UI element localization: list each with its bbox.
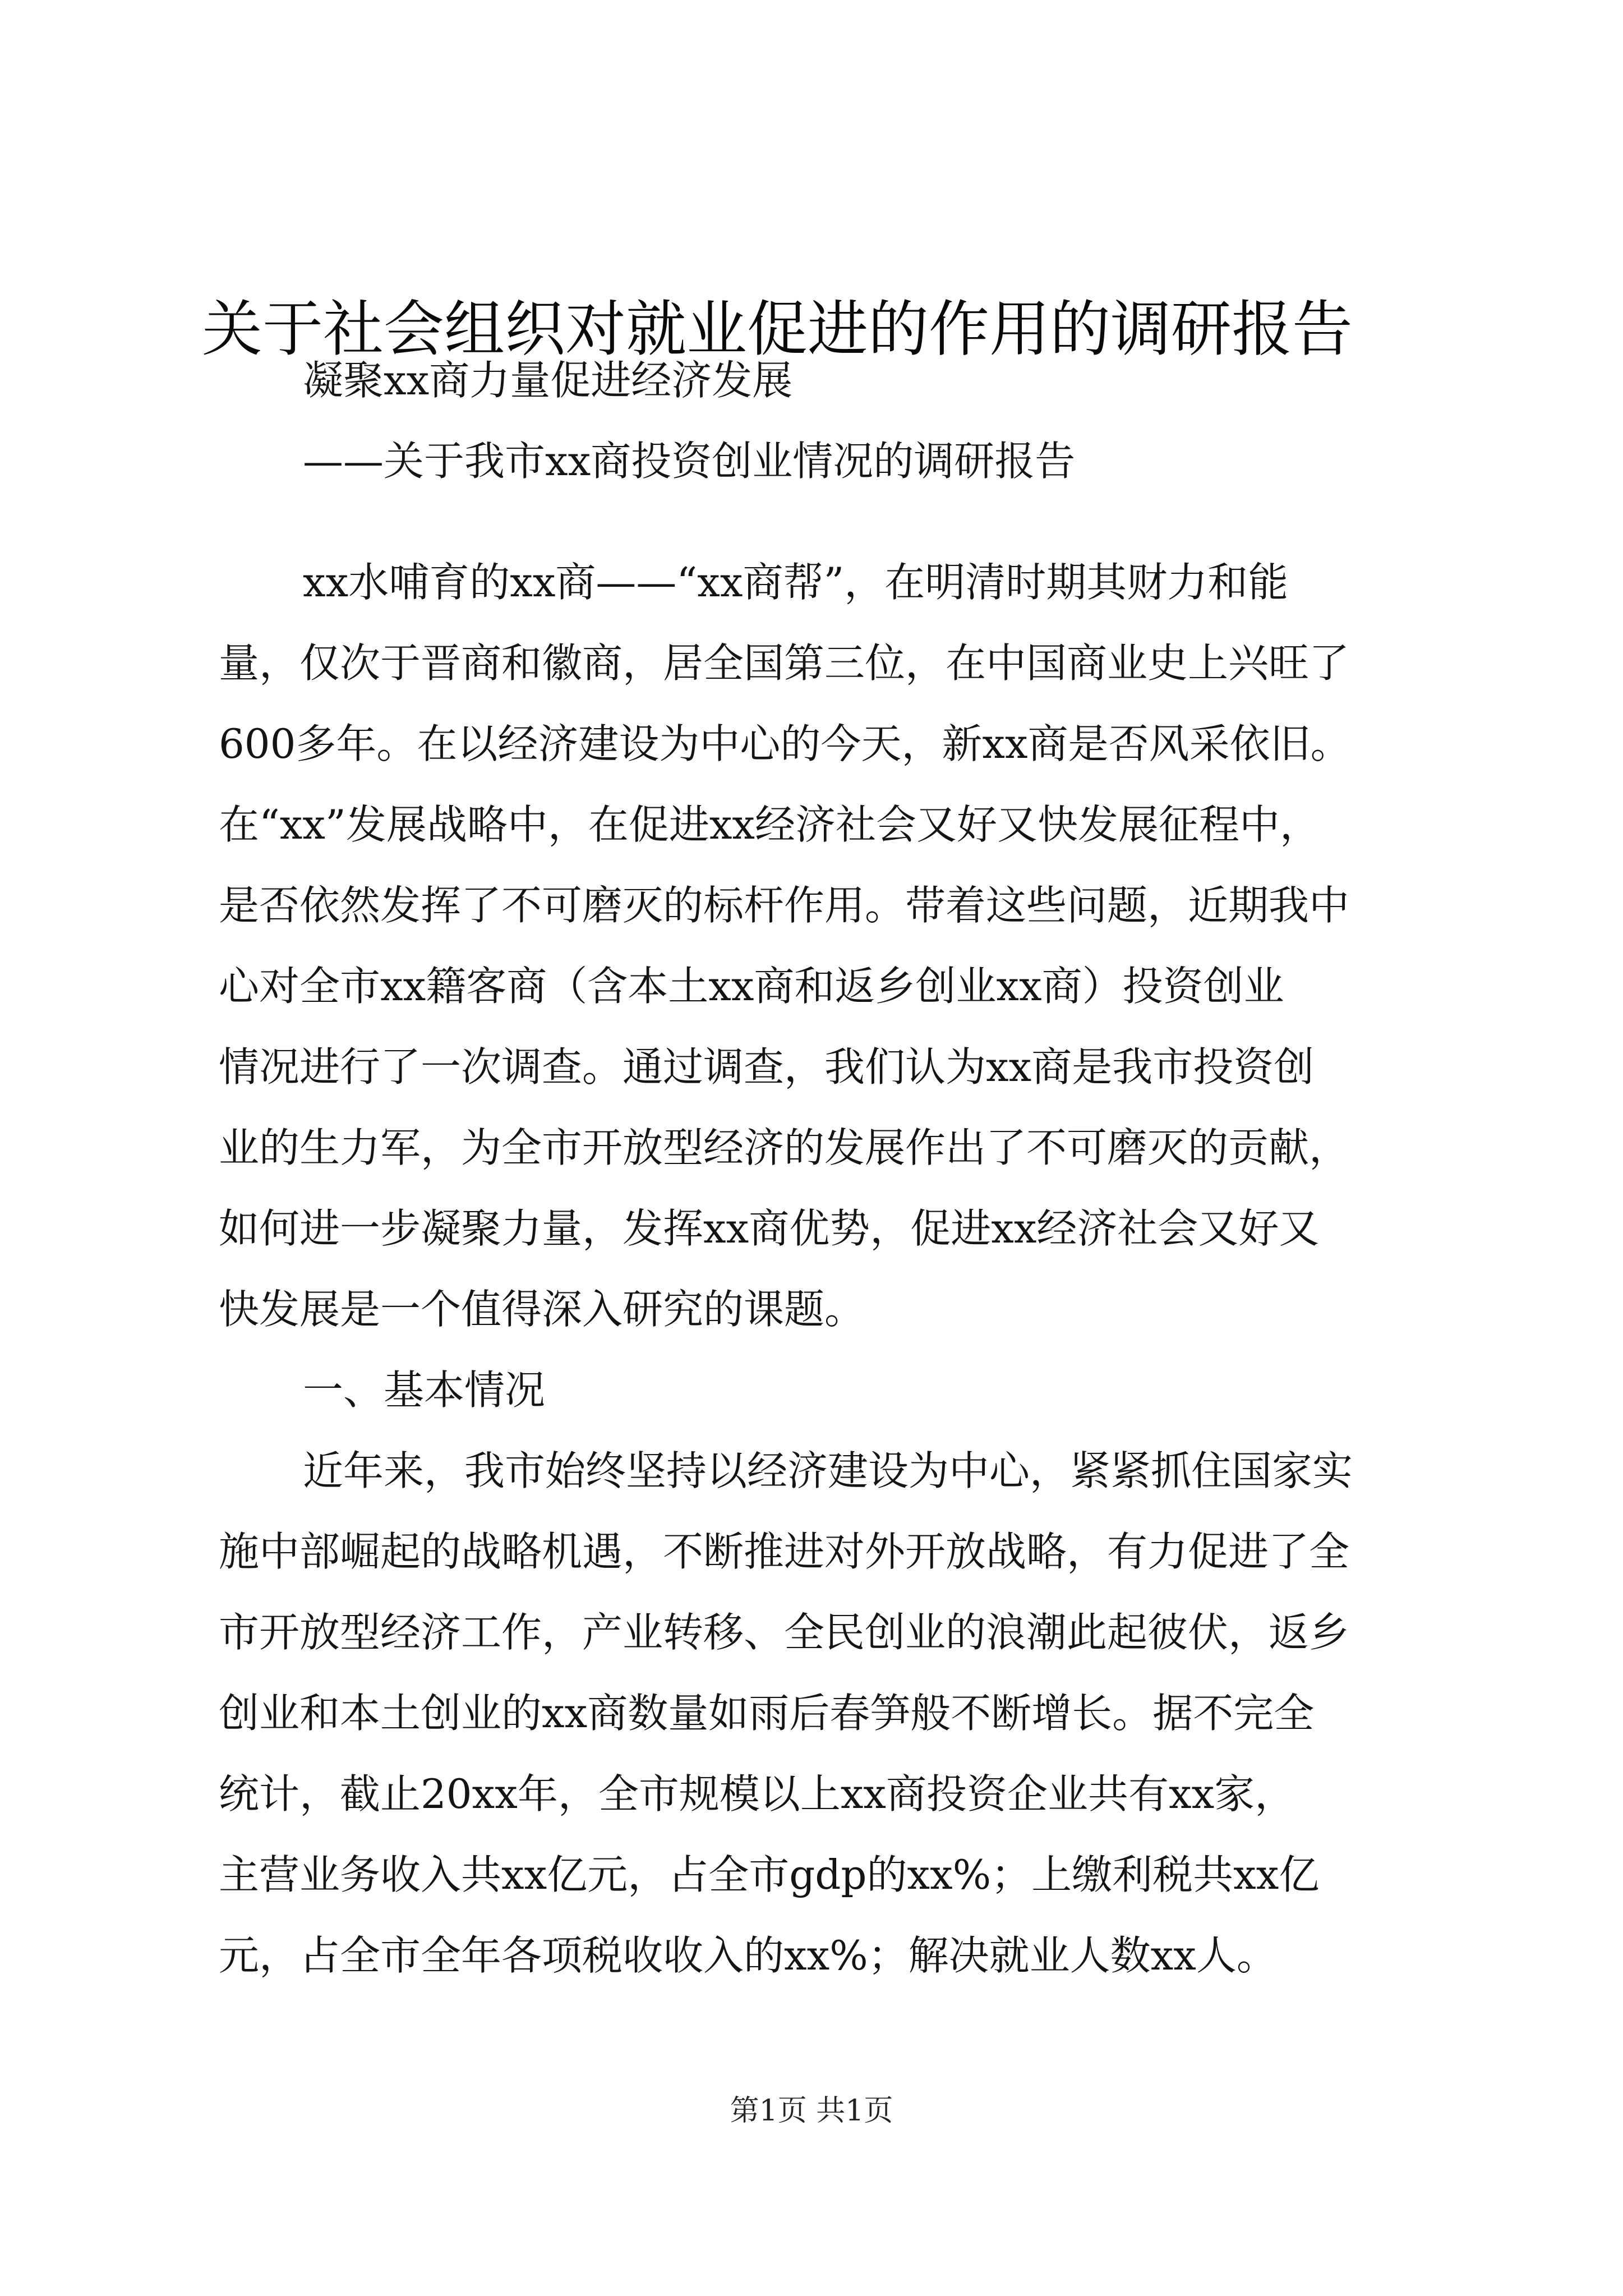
paragraph-line: 施中部崛起的战略机遇，不断推进对外开放战略，有力促进了全 — [219, 1528, 1350, 1575]
paragraph-line: 快发展是一个值得深入研究的课题。 — [219, 1286, 865, 1333]
paragraph-line: 如何进一步凝聚力量，发挥xx商优势，促进xx经济社会又好又 — [219, 1205, 1320, 1252]
paragraph-line: 近年来，我市始终坚持以经济建设为中心，紧紧抓住国家实 — [303, 1447, 1353, 1494]
document-title: 关于社会组织对就业促进的作用的调研报告 — [202, 295, 1353, 365]
paragraph-line: 创业和本土创业的xx商数量如雨后春笋般不断增长。据不完全 — [219, 1690, 1315, 1737]
sub-heading: ——关于我市xx商投资创业情况的调研报告 — [303, 438, 1076, 485]
section-heading: 一、基本情况 — [303, 1366, 546, 1414]
paragraph-line: 600多年。在以经济建设为中心的今天，新xx商是否风采依旧。 — [219, 720, 1351, 767]
paragraph-line: 情况进行了一次调查。通过调查，我们认为xx商是我市投资创 — [219, 1043, 1315, 1091]
paragraph-line: 统计，截止20xx年，全市规模以上xx商投资企业共有xx家， — [219, 1770, 1295, 1818]
paragraph-line: 元，占全市全年各项税收收入的xx%；解决就业人数xx人。 — [219, 1932, 1277, 1979]
paragraph-line: 市开放型经济工作，产业转移、全民创业的浪潮此起彼伏，返乡 — [219, 1609, 1350, 1656]
main-heading: 凝聚xx商力量促进经济发展 — [303, 357, 793, 404]
paragraph-line: 主营业务收入共xx亿元，占全市gdp的xx%；上缴利税共xx亿 — [219, 1851, 1320, 1898]
paragraph-line: 在“xx”发展战略中，在促进xx经济社会又好又快发展征程中， — [219, 801, 1321, 848]
paragraph-line: xx水哺育的xx商——“xx商帮”，在明清时期其财力和能 — [303, 559, 1289, 606]
paragraph-line: 是否依然发挥了不可磨灭的标杆作用。带着这些问题，近期我中 — [219, 882, 1350, 929]
page-footer: 第1页 共1页 — [730, 2094, 893, 2128]
paragraph-line: 量，仅次于晋商和徽商，居全国第三位，在中国商业史上兴旺了 — [219, 639, 1350, 687]
paragraph-line: 心对全市xx籍客商（含本土xx商和返乡创业xx商）投资创业 — [219, 963, 1284, 1010]
paragraph-line: 业的生力军，为全市开放型经济的发展作出了不可磨灭的贡献， — [219, 1124, 1350, 1171]
